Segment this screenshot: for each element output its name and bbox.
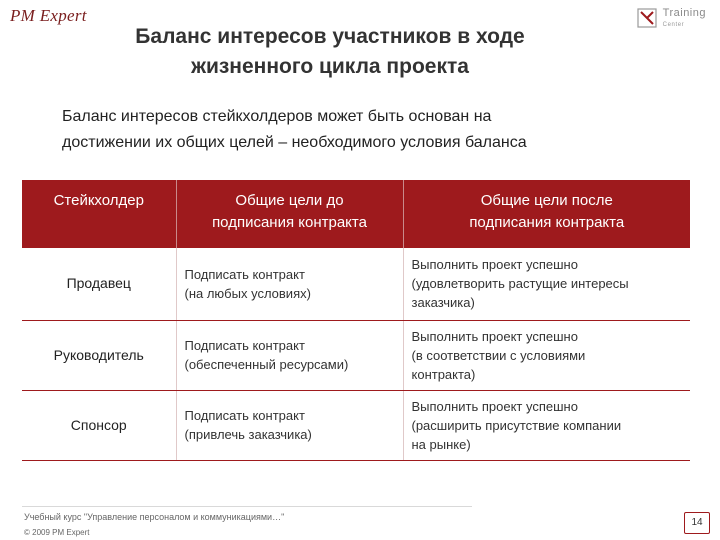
header-goals-after bbox=[403, 180, 690, 248]
intro-line: достижении их общих целей – необходимого условия баланса bbox=[62, 134, 527, 151]
cell-line: (в соответствии с условиями bbox=[411, 347, 586, 363]
header-goals-before bbox=[176, 180, 403, 248]
header-line: Стейкхолдер bbox=[53, 192, 144, 209]
training-center-logo bbox=[637, 8, 706, 28]
role-cell: Продавец bbox=[22, 248, 176, 320]
header-stakeholder bbox=[22, 180, 176, 248]
footer-divider bbox=[22, 506, 472, 507]
cell-line: (расширить присутствие компании bbox=[411, 417, 622, 433]
table-row bbox=[22, 390, 690, 460]
cell-line: Подписать контракт bbox=[184, 266, 305, 282]
cell-line: Выполнить проект успешно bbox=[411, 398, 578, 414]
goals-before-cell bbox=[176, 320, 403, 390]
slide-title bbox=[100, 22, 560, 82]
footer-course: Учебный курс "Управление персоналом и коммуникациями…" bbox=[24, 512, 285, 522]
intro-line: Баланс интересов стейкхолдеров может быть основан на bbox=[62, 108, 492, 125]
footer-copyright: © 2009 PM Expert bbox=[24, 528, 90, 537]
table-row bbox=[22, 320, 690, 390]
cell-line: Подписать контракт bbox=[184, 338, 305, 353]
cell-line: Выполнить проект успешно bbox=[411, 328, 578, 344]
goals-after-cell bbox=[403, 248, 690, 320]
table-header-row bbox=[22, 180, 690, 248]
goals-after-cell bbox=[403, 390, 690, 460]
header-line: подписания контракта bbox=[212, 214, 367, 231]
role-cell: Руководитель bbox=[22, 320, 176, 390]
role-cell: Спонсор bbox=[22, 390, 176, 460]
goals-before-cell bbox=[176, 390, 403, 460]
header-line: Общие цели после bbox=[480, 192, 613, 209]
goals-after-cell bbox=[403, 320, 690, 390]
pm-expert-logo: PM Expert bbox=[10, 6, 87, 25]
title-line: жизненного цикла проекта bbox=[191, 55, 469, 78]
brand-line-1: Training bbox=[662, 7, 706, 19]
brand-line-2: Center bbox=[662, 22, 685, 28]
cell-line: (обеспеченный ресурсами) bbox=[184, 357, 349, 372]
cell-line: (привлечь заказчика) bbox=[184, 427, 312, 442]
cell-line: (на любых условиях) bbox=[184, 285, 311, 301]
title-line: Баланс интересов участников в ходе bbox=[135, 25, 525, 48]
page-number: 14 bbox=[684, 512, 710, 534]
cell-line: заказчика) bbox=[411, 295, 475, 311]
goals-before-cell bbox=[176, 248, 403, 320]
cell-line: Выполнить проект успешно bbox=[411, 257, 578, 273]
cell-line: (удовлетворить растущие интересы bbox=[411, 276, 629, 292]
training-center-icon bbox=[637, 8, 657, 28]
intro-text bbox=[62, 104, 682, 156]
table-row bbox=[22, 248, 690, 320]
cell-line: Подписать контракт bbox=[184, 408, 305, 423]
cell-line: контракта) bbox=[411, 366, 476, 382]
cell-line: на рынке) bbox=[411, 436, 471, 452]
stakeholder-goals-table bbox=[22, 180, 690, 461]
header-line: Общие цели до bbox=[235, 192, 344, 209]
header-line: подписания контракта bbox=[469, 214, 625, 231]
